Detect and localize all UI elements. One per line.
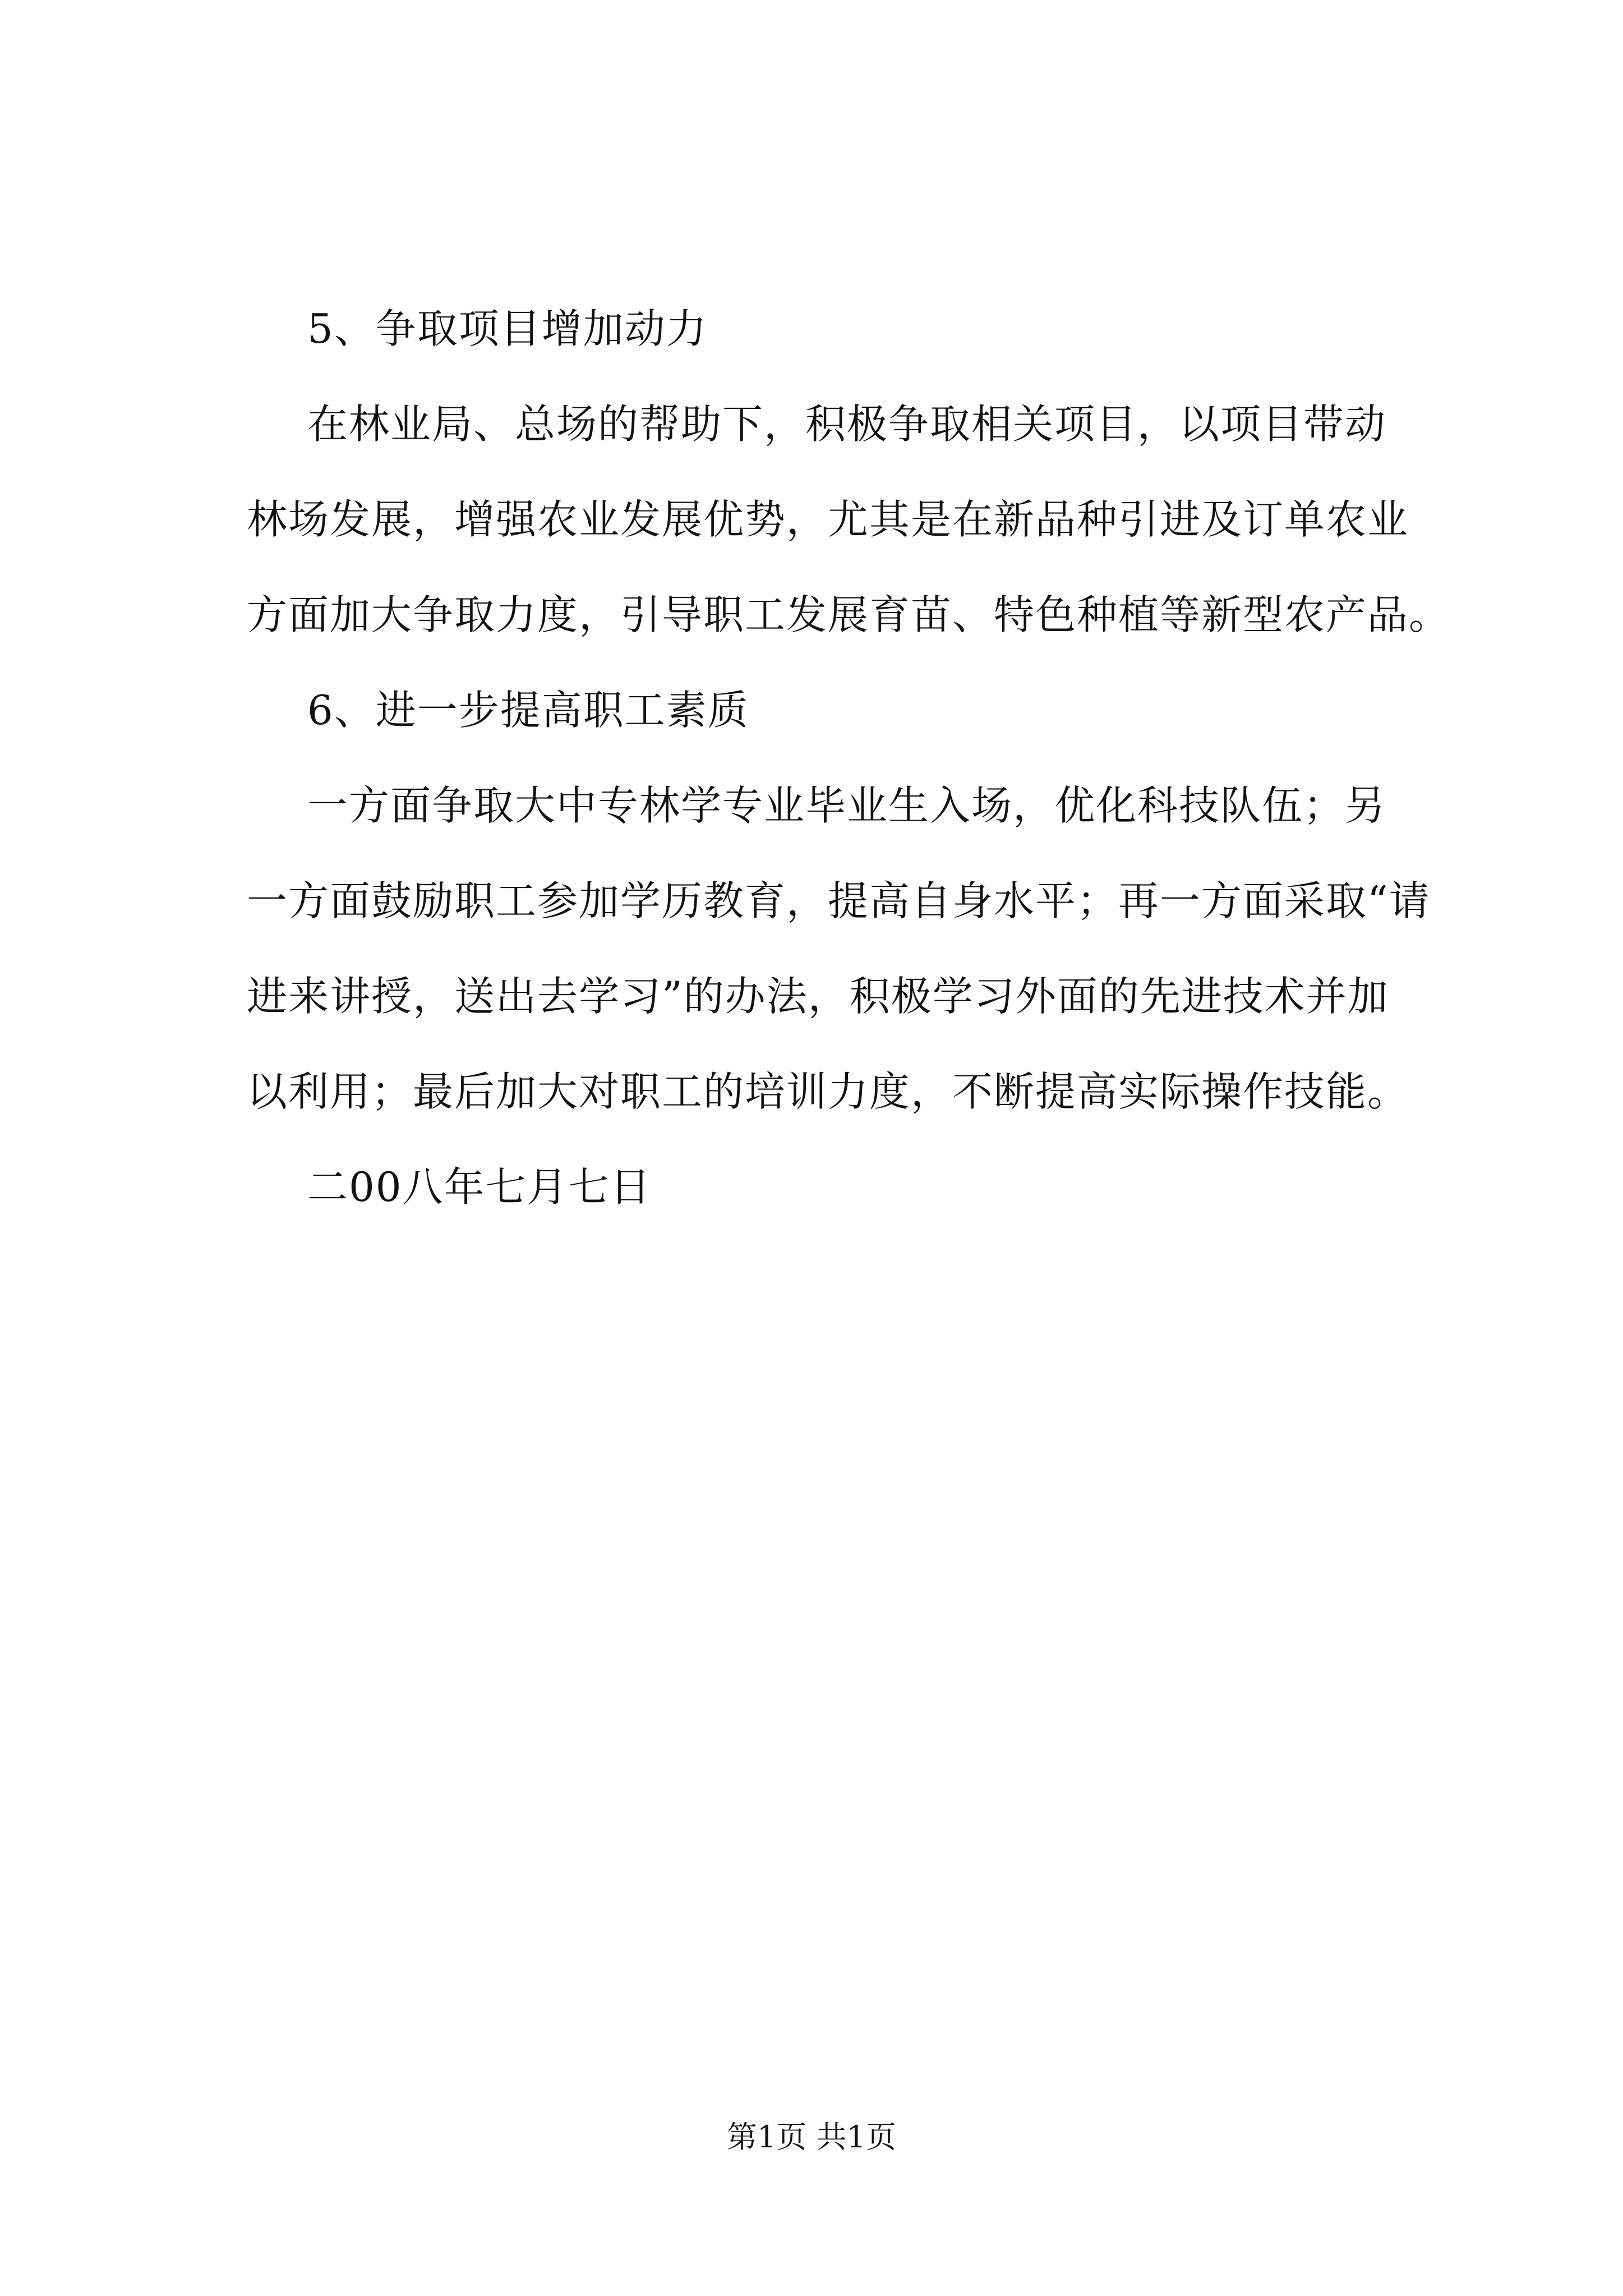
paragraph-line: 在林业局、总场的帮助下，积极争取相关项目，以项目带动 (307, 401, 1387, 448)
paragraph-gap (247, 832, 1419, 875)
document-body (247, 303, 1451, 1213)
paragraph-gap (247, 450, 1419, 494)
paragraph-line: 进来讲授，送出去学习”的办法，积极学习外面的先进技术并加 (247, 973, 1389, 1020)
paragraph-gap (247, 355, 1419, 398)
document-date: 二00八年七月七日 (307, 1163, 652, 1211)
section-heading-5: 5、争取项目增加动力 (307, 305, 708, 352)
paragraph-line: 一方面鼓励职工参加学历教育，提高自身水平；再一方面采取“请 (247, 877, 1431, 924)
page-number: 第1页 共1页 (727, 2119, 896, 2155)
paragraph-line: 林场发展，增强农业发展优势，尤其是在新品种引进及订单农业 (247, 496, 1409, 543)
paragraph-gap (247, 927, 1419, 970)
paragraph-gap (247, 1118, 1419, 1161)
paragraph-line: 以利用；最后加大对职工的培训力度，不断提高实际操作技能。 (247, 1068, 1409, 1115)
paragraph-gap (247, 641, 1419, 684)
page-footer (0, 2118, 1623, 2157)
section-heading-6: 6、进一步提高职工素质 (307, 687, 749, 734)
paragraph-gap (247, 1023, 1419, 1066)
paragraph-gap (247, 546, 1419, 589)
paragraph-line: 方面加大争取力度，引导职工发展育苗、特色种植等新型农产品。 (247, 591, 1451, 638)
paragraph-gap (247, 737, 1419, 780)
paragraph-line: 一方面争取大中专林学专业毕业生入场，优化科技队伍；另 (307, 782, 1387, 829)
